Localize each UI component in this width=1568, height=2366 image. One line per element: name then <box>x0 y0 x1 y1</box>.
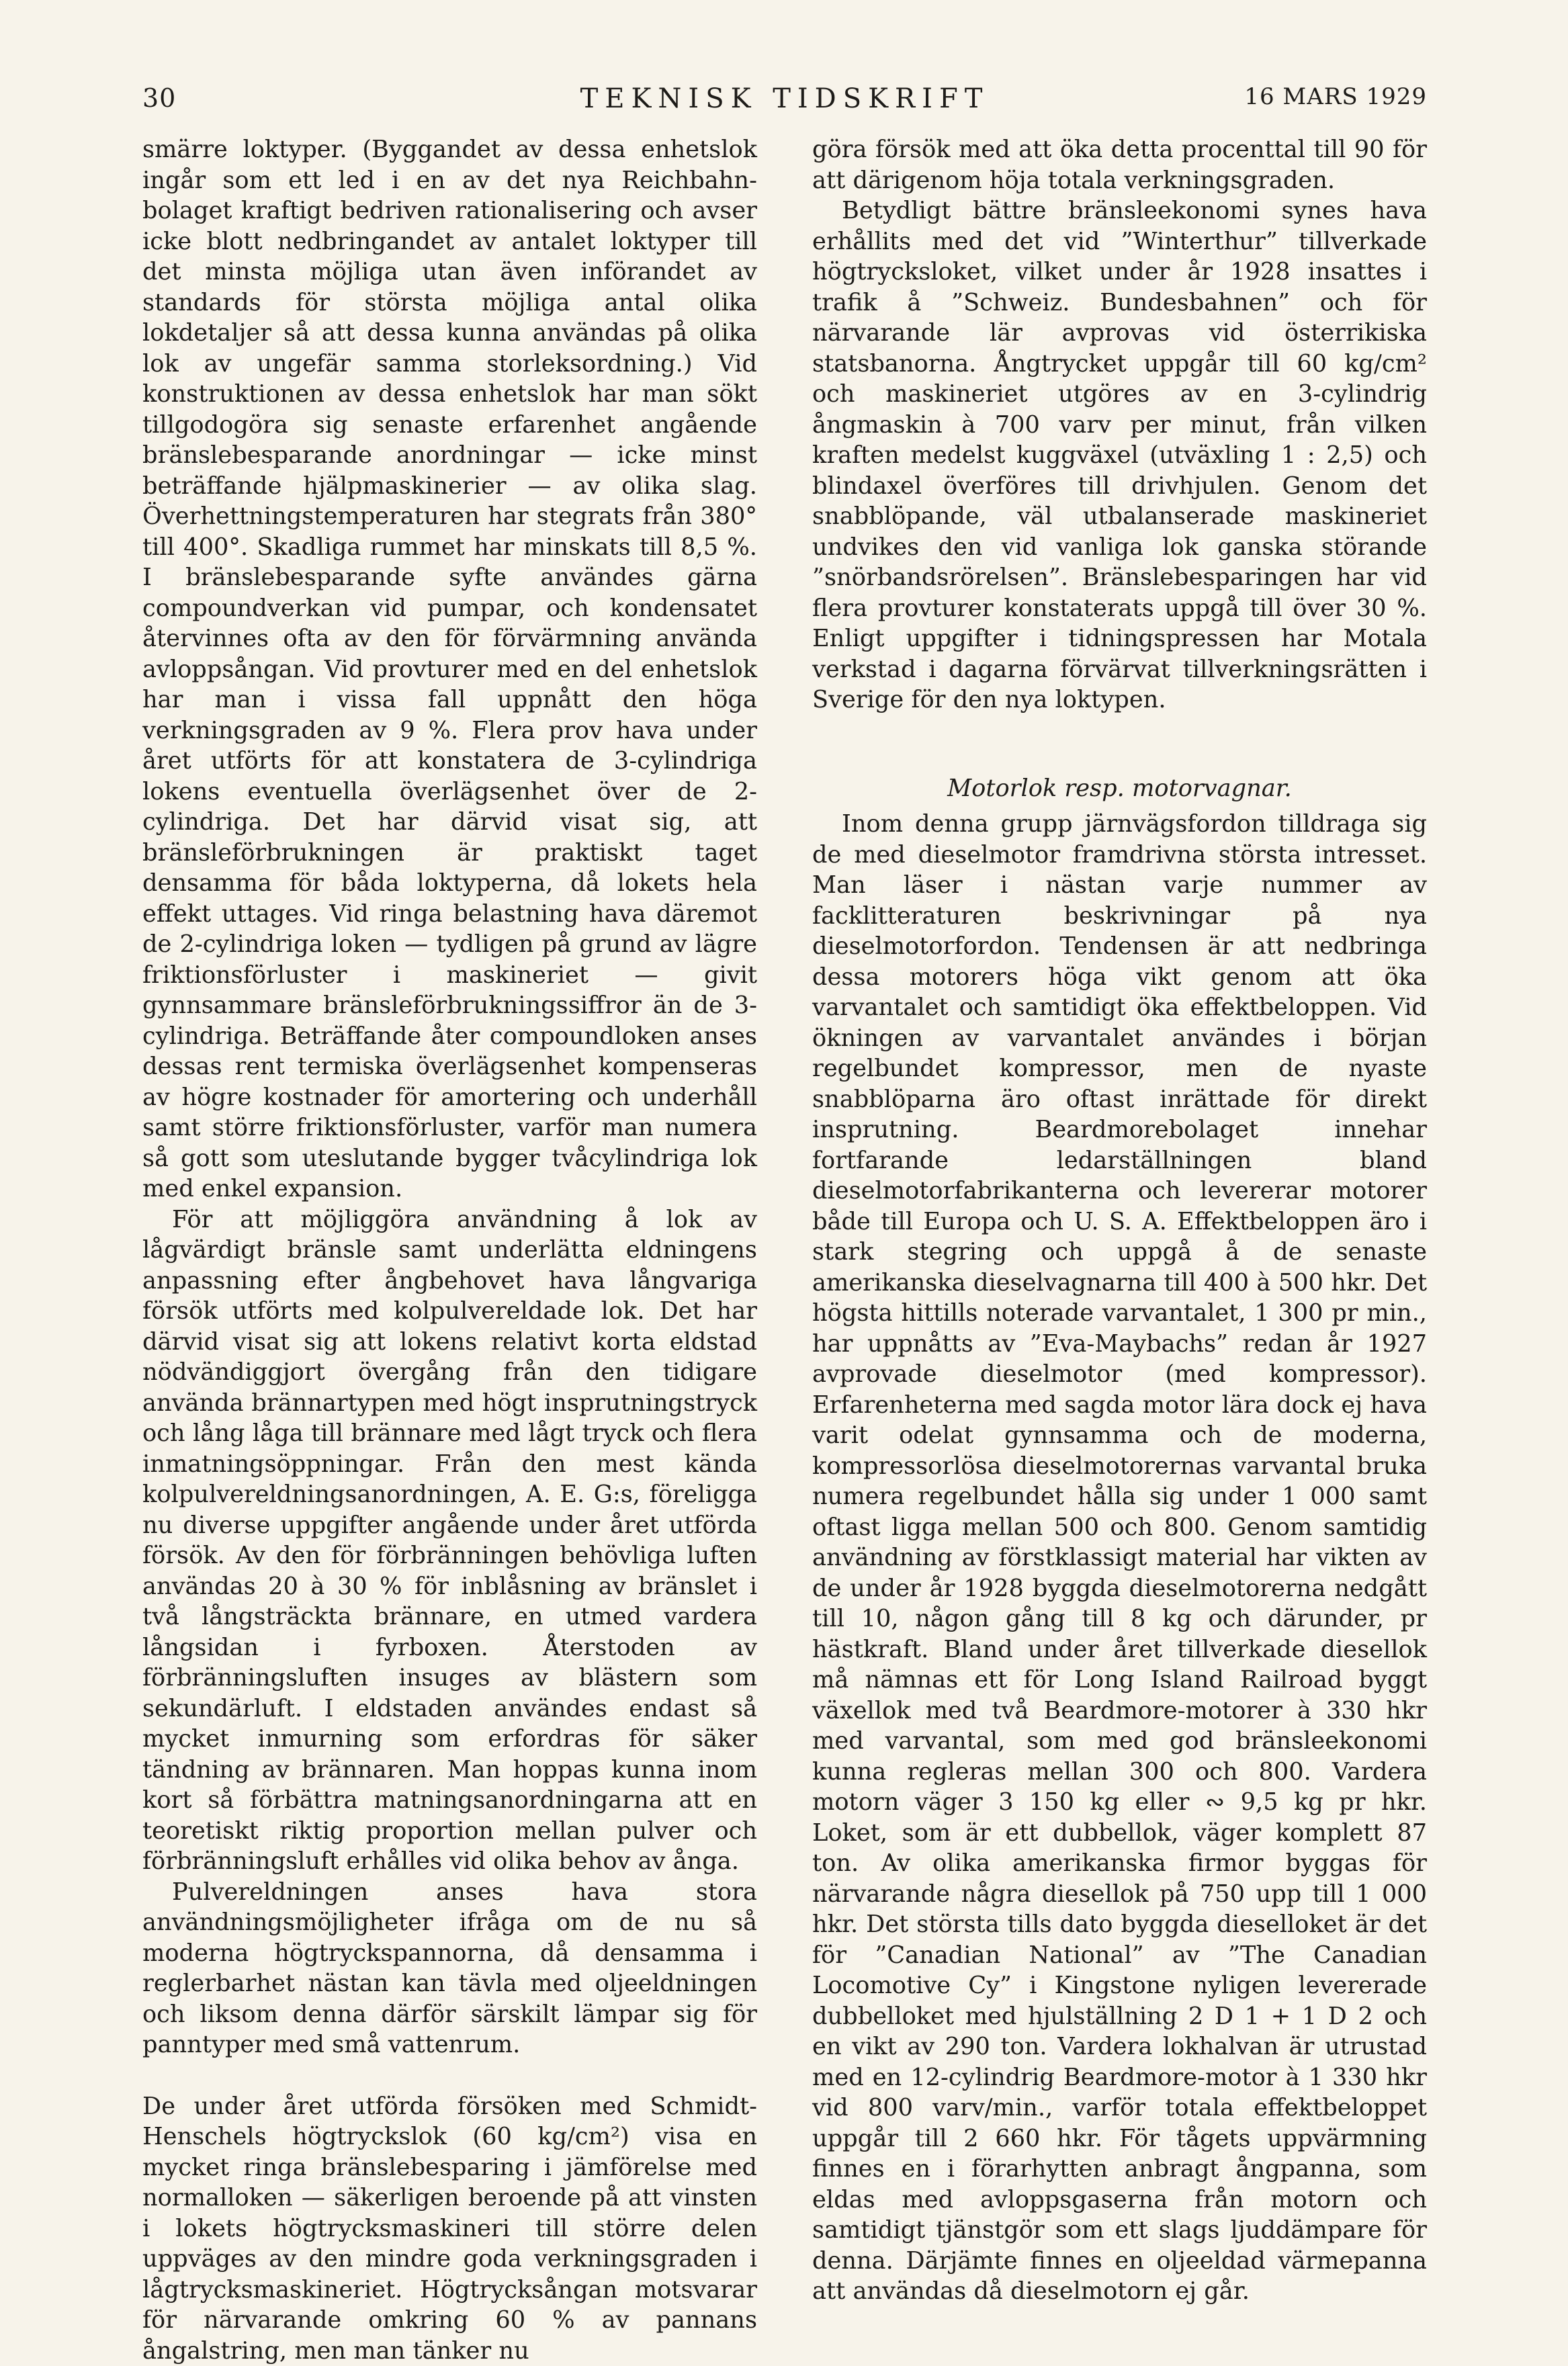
paragraph: De under året utförda försöken med Schmidt-Henschels högtryckslok (60 kg/cm²) visa en mycket ringa bränslebesparing i jämförelse med normalloken — säkerligen beroende på att vinsten i lokets högtrycksmaskineri till större delen uppväges av den mindre goda verkningsgraden i lågtrycksmaskineriet. Högtrycksångan motsvarar för närvarande omkring 60 % av pannans ångalstring, men man tänker nu <box>142 2091 757 2366</box>
paragraph: Pulvereldningen anses hava stora användningsmöjligheter ifråga om de nu så moderna högtryckspannorna, då densamma i reglerbarhet nästan kan tävla med oljeeldningen och liksom denna därför särskilt lämpar sig för panntyper med små vattenrum. <box>142 1877 757 2060</box>
issue-date: 16 MARS 1929 <box>1244 83 1427 110</box>
journal-title: TEKNISK TIDSKRIFT <box>142 83 1427 114</box>
paragraph: För att möjliggöra användning å lok av lågvärdigt bränsle samt underlätta eldningens anpassning efter ångbehovet hava långvariga försök utförts med kolpulvereldade lok. Det har därvid visat sig att lokens relativt korta eldstad nödvändiggjort övergång från den tidigare använda brännartypen med högt insprutningstryck och lång låga till brännare med lågt tryck och flera inmatningsöppningar. Från den mest kända kolpulvereldningsanordningen, A. E. G:s, föreligga nu diverse uppgifter angående under året utförda försök. Av den för förbränningen behövliga luften användas 20 à 30 % för inblåsning av bränslet i två långsträckta brännare, en utmed vardera långsidan i fyrboxen. Återstoden av förbränningsluften insuges av blästern som sekundärluft. I eldstaden användes endast så mycket inmurning som erfordras för säker tändning av brännaren. Man hoppas kunna inom kort så förbättra matningsanordningarna att en teoretiskt riktig proportion mellan pulver och förbränningsluft erhålles vid olika behov av ånga. <box>142 1204 757 1877</box>
paragraph: Inom denna grupp järnvägsfordon tilldraga sig de med dieselmotor framdrivna största intresset. Man läser i nästan varje nummer av facklitteraturen beskrivningar på nya dieselmotorfordon. Tendensen är att nedbringa dessa motorers höga vikt genom att öka varvantalet och samtidigt öka effektbeloppen. Vid ökningen av varvantalet användes i början regelbundet kompressor, men de nyaste snabblöparna äro oftast inrättade för direkt insprutning. Beardmorebolaget innehar fortfarande ledarställningen bland dieselmotorfabrikanterna och levererar motorer både till Europa och U. S. A. Effektbeloppen äro i stark stegring och uppgå å de senaste amerikanska dieselvagnarna till 400 à 500 hkr. Det högsta hittills noterade varvantalet, 1 300 pr min., har uppnåtts av ”Eva-Maybachs” redan år 1927 avprovade dieselmotor (med kompressor). Erfarenheterna med sagda motor lära dock ej hava varit odelat gynnsamma och de moderna, kompressorlösa dieselmotorernas varvantal bruka numera regelbundet hålla sig under 1 000 samt oftast ligga mellan 500 och 800. Genom samtidig användning av förstklassigt material har vikten av de under år 1928 byggda dieselmotorerna nedgått till 10, någon gång till 8 kg och därunder, pr hästkraft. Bland under året tillverkade diesellok må nämnas ett för Long Island Railroad byggt växellok med två Beardmore-motorer à 330 hkr med varvantal, som med god bränsleekonomi kunna regleras mellan 300 och 800. Vardera motorn väger 3 150 kg eller ∾ 9,5 kg pr hkr. Loket, som är ett dubbellok, väger komplett 87 ton. Av olika amerikanska firmor byggas för närvarande några diesellok på 750 upp till 1 000 hkr. Det största tills dato byggda dieselloket är det för ”Canadian National” av ”The Canadian Locomotive Cy” i Kingstone nyligen levererade dubbelloket med hjulställning 2 D 1 + 1 D 2 och en vikt av 290 ton. Vardera lokhalvan är utrustad med en 12-cylindrig Beardmore-motor à 1 330 hkr vid 800 varv/min., varför totala effektbeloppet uppgår till 2 660 hkr. För tågets uppvärmning finnes en i förarhytten anbragt ångpanna, som eldas med avloppsgaserna från motorn och samtidigt tjänstgör som ett slags ljuddämpare för denna. Därjämte finnes en oljeeldad värmepanna att användas då dieselmotorn ej går. <box>812 809 1427 2307</box>
page-number: 30 <box>142 83 176 113</box>
paragraph: Betydligt bättre bränsleekonomi synes hava erhållits med det vid ”Winterthur” tillverkade högtrycksloket, vilket under år 1928 insattes i trafik å ”Schweiz. Bundesbahnen” och för närvarande lär avprovas vid österrikiska statsbanorna. Ångtrycket uppgår till 60 kg/cm² och maskineriet utgöres av en 3-cylindrig ångmaskin à 700 varv per minut, från vilken kraften medelst kuggväxel (utväxling 1 : 2,5) och blindaxel överföres till drivhjulen. Genom det snabblöpande, väl utbalanserade maskineriet undvikes den vid vanliga lok ganska störande ”snörbandsrörelsen”. Bränslebesparingen har vid flera provturer konstaterats uppgå till över 30 %. Enligt uppgifter i tidningspressen har Motala verkstad i dagarna förvärvat tillverkningsrätten i Sverige för den nya loktypen. <box>812 195 1427 715</box>
left-column <box>142 134 757 2230</box>
text-columns <box>142 134 1427 2230</box>
paragraph: smärre loktyper. (Byggandet av dessa enhetslok ingår som ett led i en av det nya Reichbahn-bolaget kraftigt bedriven rationalisering och avser icke blott nedbringandet av antalet loktyper till det minsta möjliga utan även införandet av standards för största möjliga antal olika lokdetaljer så att dessa kunna användas på olika lok av ungefär samma storleksordning.) Vid konstruktionen av dessa enhetslok har man sökt tillgodogöra sig senaste erfarenhet angående bränslebesparande anordningar — icke minst beträffande hjälpmaskinerier — av olika slag. Överhettningstemperaturen har stegrats från 380° till 400°. Skadliga rummet har minskats till 8,5 %. I bränslebesparande syfte användes gärna compoundverkan vid pumpar, och kondensatet återvinnes ofta av den för förvärmning använda avloppsångan. Vid provturer med en del enhetslok har man i vissa fall uppnått den höga verkningsgraden av 9 %. Flera prov hava under året utförts för att konstatera de 3-cylindriga lokens eventuella överlägsenhet över de 2-cylindriga. Det har därvid visat sig, att bränsleförbrukningen är praktiskt taget densamma för båda loktyperna, då lokets hela effekt uttages. Vid ringa belastning hava däremot de 2-cylindriga loken — tydligen på grund av lägre friktionsförluster i maskineriet — givit gynnsammare bränsleförbrukningssiffror än de 3-cylindriga. Beträffande åter compoundloken anses dessas rent termiska överlägsenhet kompenseras av högre kostnader för amortering och underhåll samt större friktionsförluster, varför man numera så gott som uteslutande bygger tvåcylindriga lok med enkel expansion. <box>142 134 757 1204</box>
page-header <box>142 79 1427 128</box>
right-column <box>812 134 1427 2230</box>
paragraph: göra försök med att öka detta procenttal till 90 för att därigenom höja totala verkningsgraden. <box>812 134 1427 195</box>
section-heading: Motorlok resp. motorvagnar. <box>812 773 1427 804</box>
